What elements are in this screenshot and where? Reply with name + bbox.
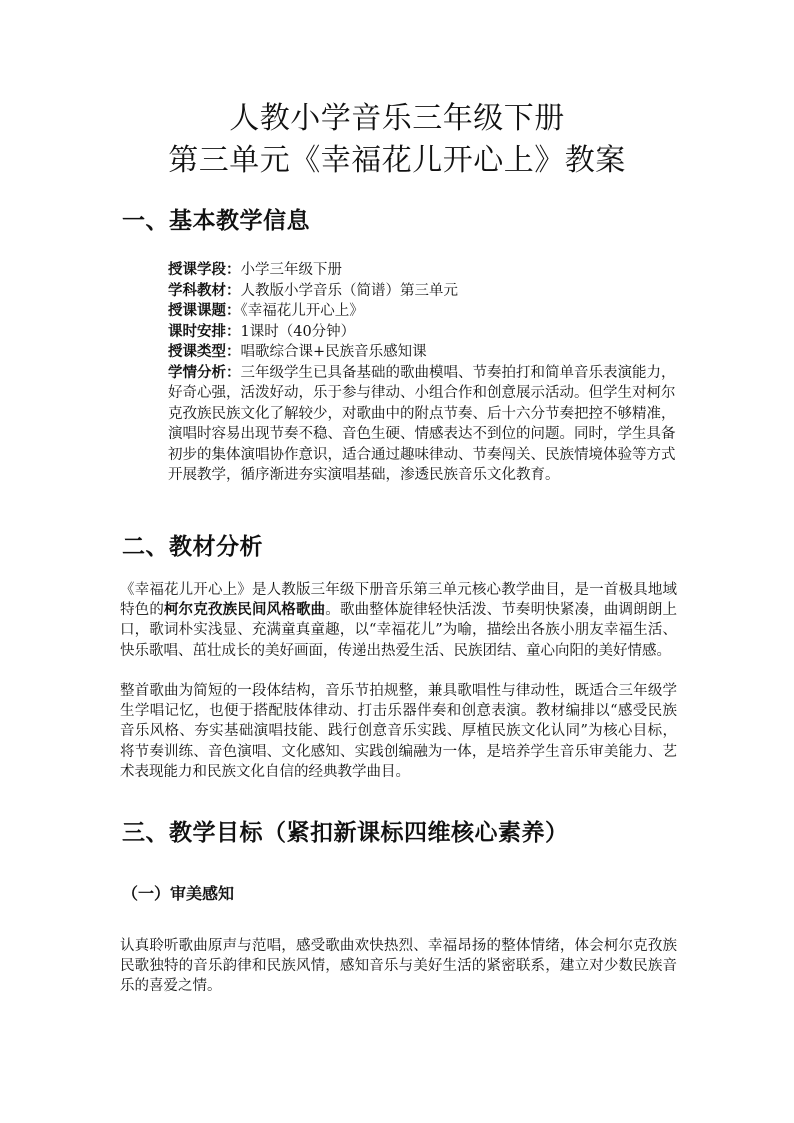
info-value: 《幸福花儿开心上》 xyxy=(240,303,364,319)
paragraph-text: 《幸福花儿开心上》是人教版三年级下册音乐第三单元核心教学曲目，是一首极具地域特色的 xyxy=(120,582,677,619)
info-item-textbook xyxy=(168,281,678,302)
section-heading-basic-info: 一、基本教学信息 xyxy=(122,208,310,234)
info-label: 学情分析： xyxy=(168,364,241,381)
section-heading-material-analysis: 二、教材分析 xyxy=(122,534,263,560)
document-title-line-1: 人教小学音乐三年级下册 xyxy=(229,101,565,136)
info-item-class-time xyxy=(168,322,678,343)
info-label: 授课学段： xyxy=(168,262,241,278)
basic-info-list xyxy=(168,260,678,486)
document-title-line-2: 第三单元《幸福花儿开心上》教案 xyxy=(168,143,626,178)
info-value: 1课时（40分钟） xyxy=(240,323,356,340)
info-value: 人教版小学音乐（简谱）第三单元 xyxy=(240,282,458,299)
info-label: 授课类型： xyxy=(168,344,241,360)
paragraph-text: 。歌曲整体旋律轻快活泼、节奏明快紧凑，曲调朗朗上口，歌词朴实浅显、充满童真童趣，以“幸福花儿”为喻，描绘出各族小朋友幸福生活、快乐歌唱、茁壮成长的美好画面，传递出热爱生活、民族团结、童心向阳的美好情感。 xyxy=(120,602,678,659)
material-analysis-paragraph-1 xyxy=(120,580,677,661)
subheading-aesthetic-perception: （一）审美感知 xyxy=(122,884,235,903)
info-label: 学科教材： xyxy=(168,282,241,299)
info-value: 小学三年级下册 xyxy=(240,262,342,278)
info-label: 课时安排： xyxy=(168,323,241,340)
info-item-student-analysis xyxy=(168,363,678,486)
info-label: 授课课题： xyxy=(168,303,241,319)
section-heading-teaching-goals: 三、教学目标（紧扣新课标四维核心素养） xyxy=(122,820,569,846)
material-analysis-paragraph-2: 整首歌曲为简短的一段体结构，音乐节拍规整，兼具歌唱性与律动性，既适合三年级学生学唱记忆，也便于搭配肢体律动、打击乐器伴奏和创意表演。教材编排以“感受民族音乐风格、夯实基础演唱技能、践行创意音乐实践、厚植民族文化认同”为核心目标，将节奏训练、音色演唱、文化感知、实践创编融为一体，是培养学生音乐审美能力、艺术表现能力和民族文化自信的经典教学曲目。 xyxy=(120,683,677,780)
info-item-school-stage xyxy=(168,260,678,281)
info-item-lesson-type xyxy=(168,342,678,363)
info-value: 三年级学生已具备基础的歌曲模唱、节奏拍打和简单音乐表演能力，好奇心强，活泼好动，乐于参与律动、小组合作和创意展示活动。但学生对柯尔克孜族民族文化了解较少，对歌曲中的附点节奏、后十六分节奏把控不够精准，演唱时容易出现节奏不稳、音色生硬、情感表达不到位的问题。同时，学生具备初步的集体演唱协作意识，适合通过趣味律动、节奏闯关、民族情境体验等方式开展教学，循序渐进夯实演唱基础，渗透民族音乐文化教育。 xyxy=(168,364,676,483)
emphasized-song-style: 柯尔克孜族民间风格歌曲 xyxy=(164,602,326,619)
info-item-topic xyxy=(168,301,678,322)
aesthetic-perception-paragraph: 认真聆听歌曲原声与范唱，感受歌曲欢快热烈、幸福昂扬的整体情绪，体会柯尔克孜族民歌独特的音乐韵律和民族风情，感知音乐与美好生活的紧密联系，建立对少数民族音乐的喜爱之情。 xyxy=(120,938,677,995)
info-value: 唱歌综合课+民族音乐感知课 xyxy=(240,344,427,360)
